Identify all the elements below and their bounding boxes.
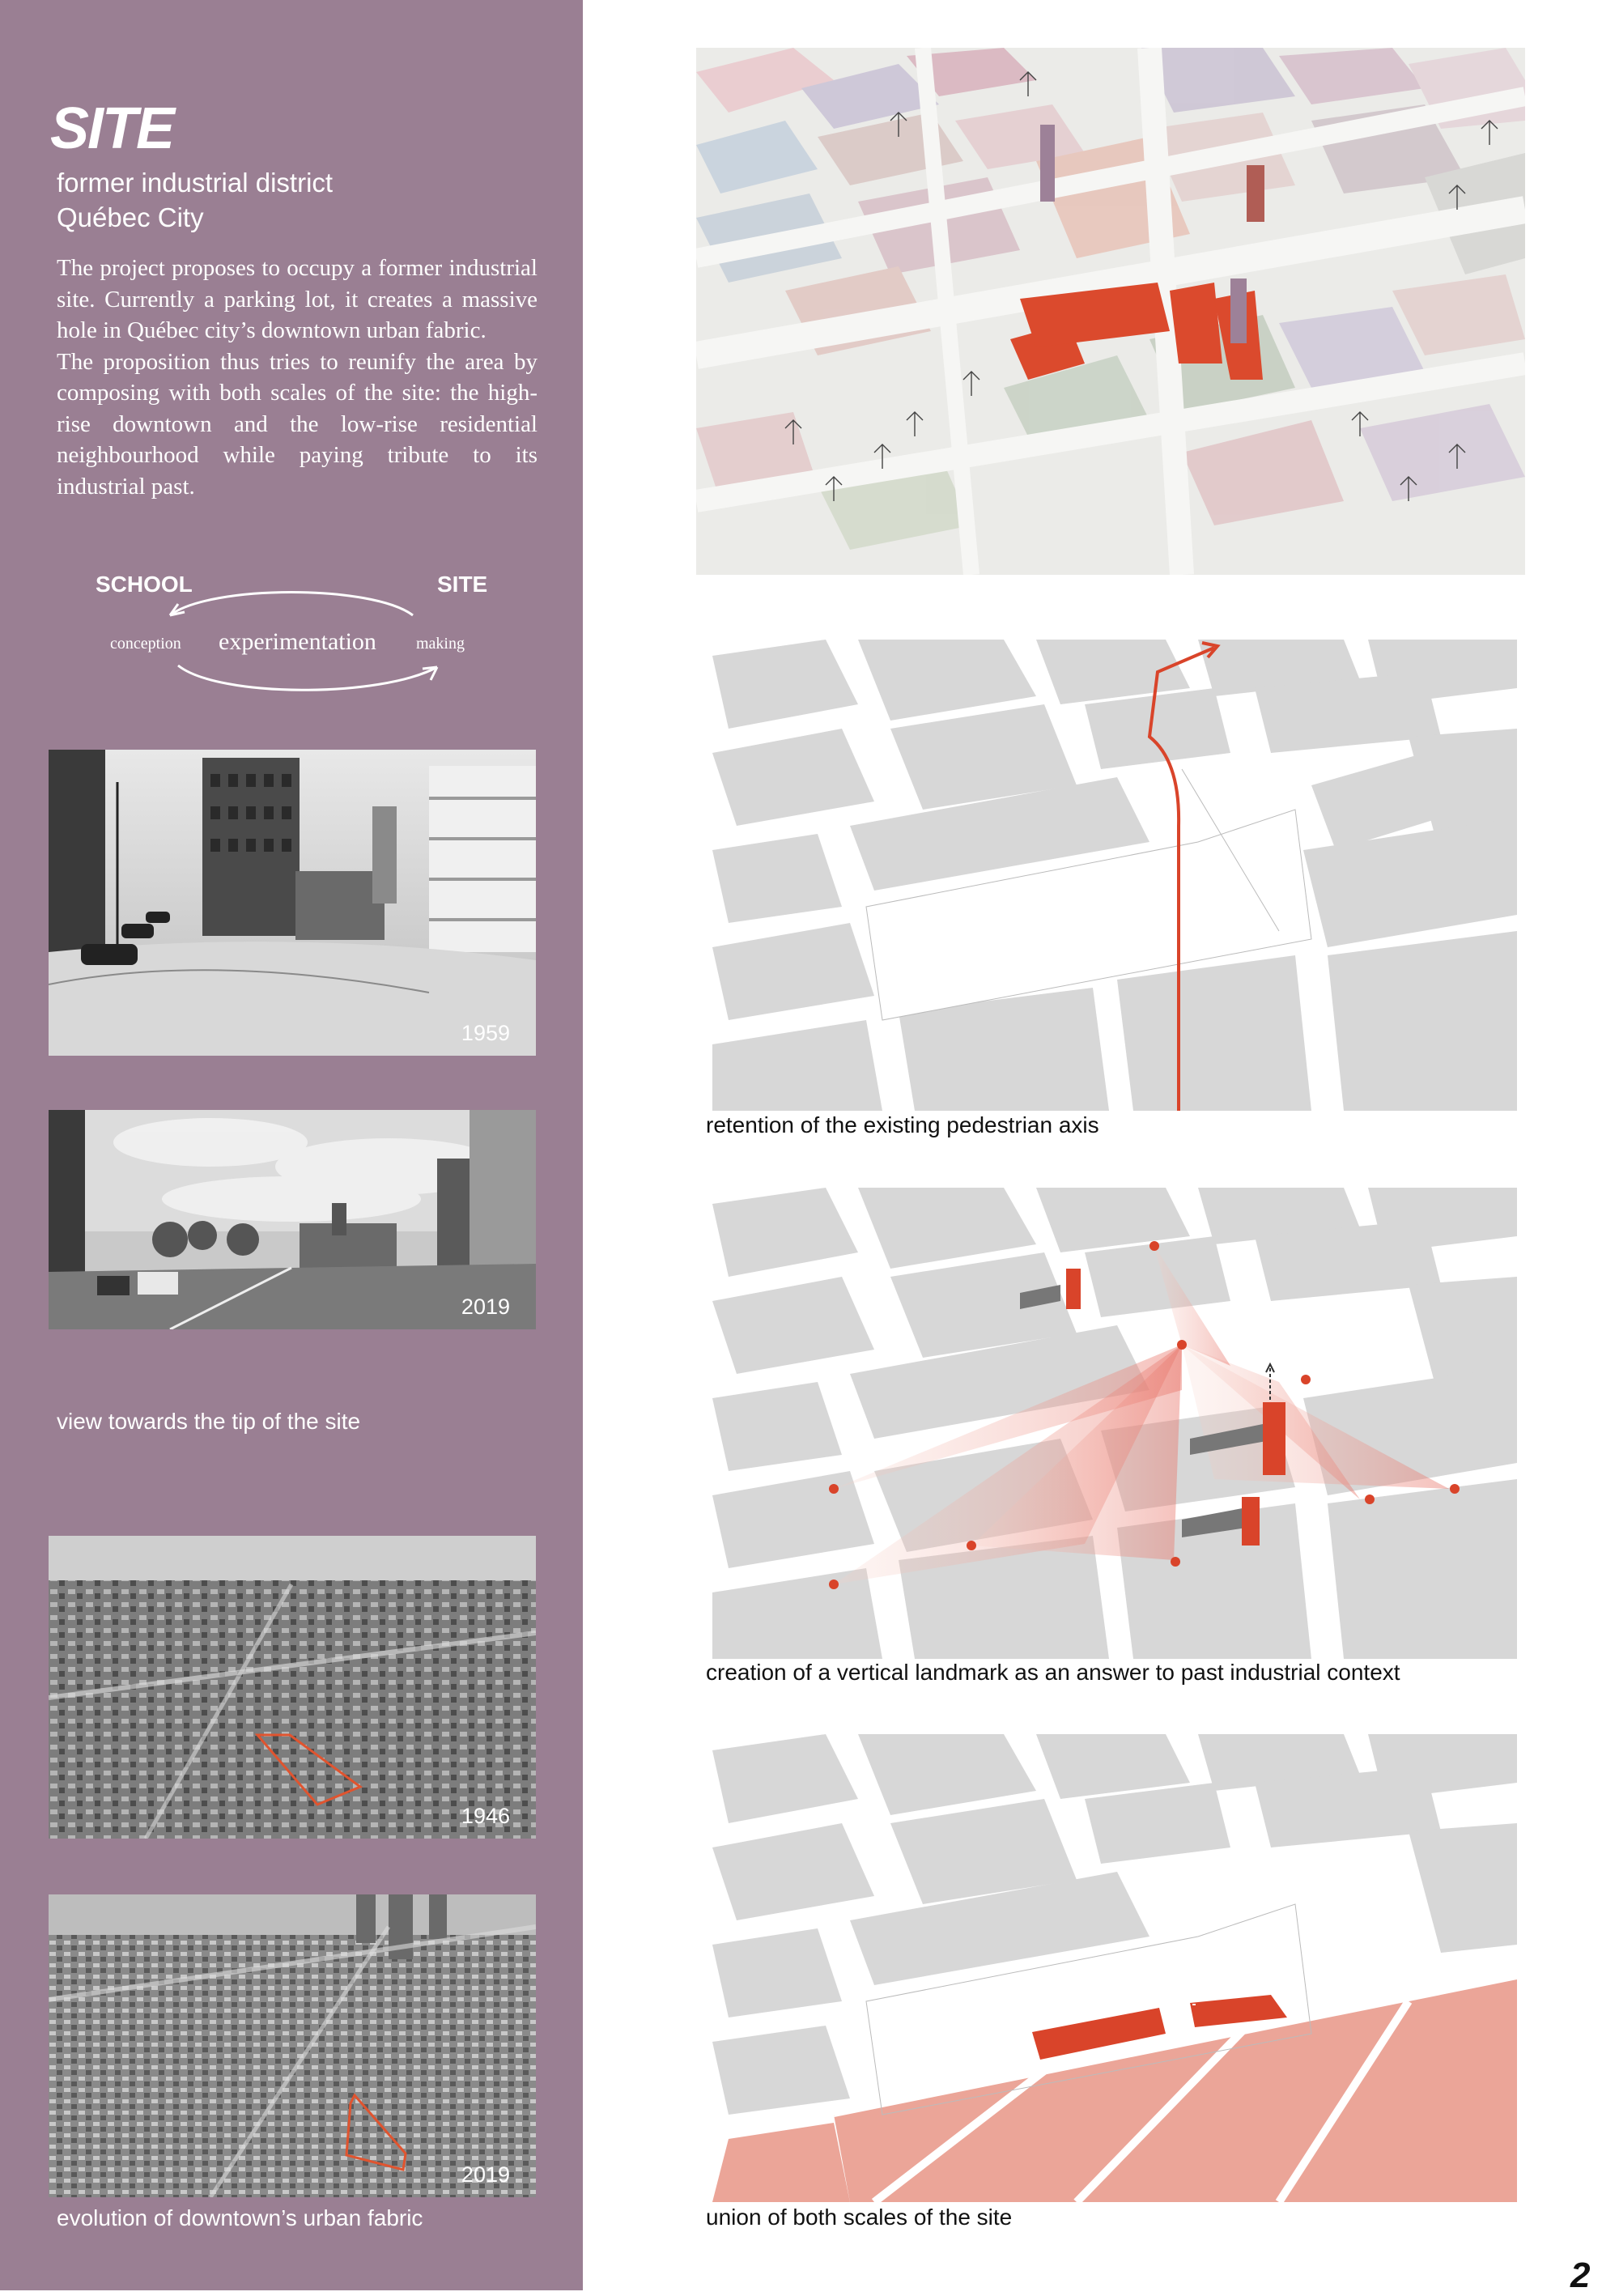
cycle-conception-label: conception xyxy=(110,635,181,653)
cycle-making-label: making xyxy=(416,635,465,653)
diagram-union-of-scales xyxy=(712,1734,1517,2202)
intro-paragraph-1: The project proposes to occupy a former industrial site. Currently a parking lot, it creates a massive hole in Québec city’s downtown urban fabric. xyxy=(57,255,538,343)
photo-year-label: 1959 xyxy=(461,1021,510,1045)
diagram-pedestrian-axis xyxy=(712,640,1517,1111)
photo-aerial-1946 xyxy=(49,1536,536,1839)
subtitle xyxy=(57,165,333,235)
cycle-site-label: SITE xyxy=(437,572,488,597)
school-site-cycle-diagram xyxy=(81,567,502,696)
photo-year-label: 2019 xyxy=(461,2162,510,2187)
intro-text xyxy=(57,253,538,502)
photo-caption-view: view towards the tip of the site xyxy=(57,1409,361,1434)
sidebar-panel xyxy=(0,0,583,2290)
photo-caption-evolution: evolution of downtown’s urban fabric xyxy=(57,2205,423,2230)
photo-year-label: 1946 xyxy=(461,1804,510,1828)
caption-diagram-1: retention of the existing pedestrian axis xyxy=(706,1112,1099,1137)
cycle-experimentation-label: experimentation xyxy=(219,628,376,655)
subtitle-city: Québec City xyxy=(57,202,204,232)
page-number: 2 xyxy=(1570,2256,1591,2295)
diagram-vertical-landmark xyxy=(712,1188,1517,1659)
cycle-school-label: SCHOOL xyxy=(96,572,193,597)
intro-paragraph-2: The proposition thus tries to reunify the area by composing with both scales of the site: the high-rise downtown and the low-rise residential neighbourhood while paying tribute to its industrial past. xyxy=(57,348,538,500)
page-title: SITE xyxy=(50,96,174,161)
subtitle-district: former industrial district xyxy=(57,168,334,198)
site-axonometric-map xyxy=(696,48,1525,575)
photo-street-2019 xyxy=(49,1110,536,1329)
photo-street-1959 xyxy=(49,750,536,1056)
photo-aerial-2019 xyxy=(49,1894,536,2197)
caption-diagram-3: union of both scales of the site xyxy=(706,2205,1013,2230)
caption-diagram-2: creation of a vertical landmark as an answer to past industrial context xyxy=(706,1660,1400,1685)
photo-year-label: 2019 xyxy=(461,1295,510,1319)
